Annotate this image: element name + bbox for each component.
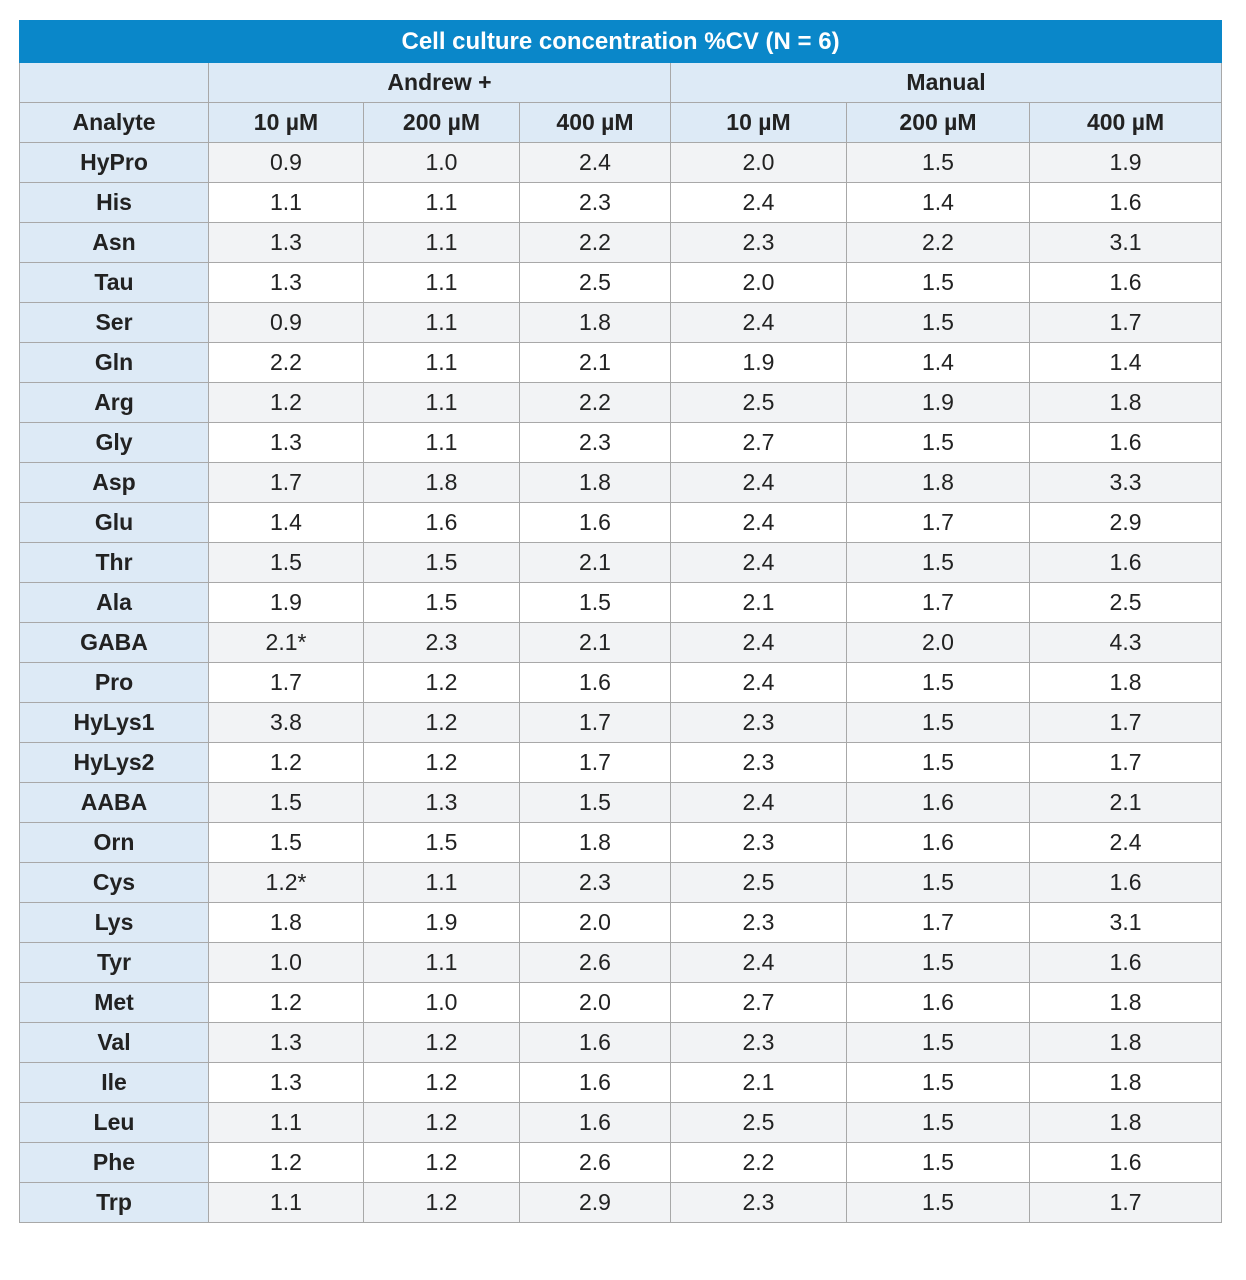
analyte-cell: Thr xyxy=(20,543,209,583)
value-cell: 2.4 xyxy=(671,183,847,223)
value-cell: 1.6 xyxy=(520,1023,671,1063)
value-cell: 2.1* xyxy=(209,623,364,663)
value-cell: 1.5 xyxy=(520,583,671,623)
value-cell: 2.3 xyxy=(671,903,847,943)
table-row xyxy=(20,663,1222,703)
value-cell: 2.0 xyxy=(520,903,671,943)
value-cell: 1.2 xyxy=(364,1063,520,1103)
value-cell: 1.7 xyxy=(209,663,364,703)
value-cell: 1.1 xyxy=(364,943,520,983)
value-cell: 3.1 xyxy=(1030,903,1222,943)
column-header: 10 µM xyxy=(209,103,364,143)
value-cell: 2.1 xyxy=(671,583,847,623)
value-cell: 2.2 xyxy=(520,383,671,423)
table-row xyxy=(20,503,1222,543)
analyte-cell: Leu xyxy=(20,1103,209,1143)
value-cell: 1.1 xyxy=(364,383,520,423)
value-cell: 1.2 xyxy=(364,1143,520,1183)
value-cell: 1.2 xyxy=(364,1103,520,1143)
value-cell: 1.1 xyxy=(209,1103,364,1143)
value-cell: 1.6 xyxy=(847,783,1030,823)
value-cell: 2.4 xyxy=(671,503,847,543)
value-cell: 1.2 xyxy=(364,1023,520,1063)
value-cell: 1.5 xyxy=(847,703,1030,743)
value-cell: 1.2* xyxy=(209,863,364,903)
table-row xyxy=(20,463,1222,503)
value-cell: 2.2 xyxy=(671,1143,847,1183)
value-cell: 1.5 xyxy=(209,543,364,583)
analyte-cell: Ile xyxy=(20,1063,209,1103)
value-cell: 1.1 xyxy=(364,423,520,463)
value-cell: 1.7 xyxy=(847,503,1030,543)
value-cell: 1.3 xyxy=(209,263,364,303)
value-cell: 1.8 xyxy=(1030,383,1222,423)
value-cell: 1.2 xyxy=(364,663,520,703)
value-cell: 2.1 xyxy=(671,1063,847,1103)
analyte-cell: Gln xyxy=(20,343,209,383)
value-cell: 1.5 xyxy=(847,1023,1030,1063)
value-cell: 1.2 xyxy=(209,383,364,423)
value-cell: 1.7 xyxy=(1030,703,1222,743)
value-cell: 3.1 xyxy=(1030,223,1222,263)
value-cell: 2.4 xyxy=(671,943,847,983)
analyte-cell: Phe xyxy=(20,1143,209,1183)
value-cell: 0.9 xyxy=(209,143,364,183)
value-cell: 2.1 xyxy=(520,543,671,583)
value-cell: 1.3 xyxy=(209,1063,364,1103)
analyte-cell: Tyr xyxy=(20,943,209,983)
value-cell: 2.3 xyxy=(671,223,847,263)
value-cell: 1.5 xyxy=(209,823,364,863)
value-cell: 2.5 xyxy=(671,1103,847,1143)
group-header-blank xyxy=(20,63,209,103)
table-row xyxy=(20,543,1222,583)
value-cell: 1.6 xyxy=(1030,943,1222,983)
table-title: Cell culture concentration %CV (N = 6) xyxy=(20,21,1222,63)
table-row xyxy=(20,943,1222,983)
value-cell: 2.3 xyxy=(671,1023,847,1063)
value-cell: 1.6 xyxy=(520,663,671,703)
value-cell: 1.7 xyxy=(1030,1183,1222,1223)
value-cell: 1.1 xyxy=(209,183,364,223)
column-header: 400 µM xyxy=(520,103,671,143)
value-cell: 2.5 xyxy=(1030,583,1222,623)
value-cell: 1.0 xyxy=(364,143,520,183)
table-row xyxy=(20,583,1222,623)
value-cell: 1.6 xyxy=(847,823,1030,863)
value-cell: 1.5 xyxy=(847,863,1030,903)
value-cell: 1.4 xyxy=(847,343,1030,383)
value-cell: 1.3 xyxy=(209,1023,364,1063)
value-cell: 2.4 xyxy=(671,463,847,503)
column-header: 10 µM xyxy=(671,103,847,143)
value-cell: 1.6 xyxy=(1030,863,1222,903)
analyte-cell: Ser xyxy=(20,303,209,343)
table-row xyxy=(20,783,1222,823)
value-cell: 1.8 xyxy=(1030,1023,1222,1063)
value-cell: 1.5 xyxy=(847,423,1030,463)
table-row xyxy=(20,983,1222,1023)
value-cell: 1.1 xyxy=(364,183,520,223)
value-cell: 3.8 xyxy=(209,703,364,743)
value-cell: 2.4 xyxy=(671,663,847,703)
table-row xyxy=(20,223,1222,263)
analyte-cell: Asp xyxy=(20,463,209,503)
value-cell: 1.7 xyxy=(1030,743,1222,783)
value-cell: 2.1 xyxy=(520,623,671,663)
analyte-cell: Pro xyxy=(20,663,209,703)
table-row xyxy=(20,383,1222,423)
value-cell: 2.7 xyxy=(671,983,847,1023)
value-cell: 2.1 xyxy=(1030,783,1222,823)
table-row xyxy=(20,743,1222,783)
value-cell: 2.3 xyxy=(520,423,671,463)
group-header-manual: Manual xyxy=(671,63,1222,103)
value-cell: 1.1 xyxy=(364,263,520,303)
value-cell: 2.2 xyxy=(209,343,364,383)
value-cell: 2.4 xyxy=(671,303,847,343)
value-cell: 1.8 xyxy=(364,463,520,503)
value-cell: 1.6 xyxy=(364,503,520,543)
table-row xyxy=(20,863,1222,903)
value-cell: 1.8 xyxy=(1030,1063,1222,1103)
table-title-row xyxy=(20,21,1222,63)
value-cell: 2.3 xyxy=(520,863,671,903)
analyte-cell: HyLys2 xyxy=(20,743,209,783)
value-cell: 1.2 xyxy=(364,1183,520,1223)
value-cell: 1.5 xyxy=(520,783,671,823)
analyte-cell: Glu xyxy=(20,503,209,543)
column-header: 200 µM xyxy=(847,103,1030,143)
value-cell: 1.2 xyxy=(209,983,364,1023)
value-cell: 1.6 xyxy=(1030,183,1222,223)
value-cell: 1.6 xyxy=(520,503,671,543)
value-cell: 1.5 xyxy=(847,743,1030,783)
analyte-cell: HyLys1 xyxy=(20,703,209,743)
value-cell: 2.3 xyxy=(671,823,847,863)
value-cell: 1.6 xyxy=(1030,1143,1222,1183)
table-row xyxy=(20,1183,1222,1223)
value-cell: 1.8 xyxy=(1030,1103,1222,1143)
value-cell: 1.1 xyxy=(209,1183,364,1223)
value-cell: 1.8 xyxy=(1030,663,1222,703)
value-cell: 2.4 xyxy=(671,783,847,823)
value-cell: 4.3 xyxy=(1030,623,1222,663)
value-cell: 2.6 xyxy=(520,943,671,983)
value-cell: 1.0 xyxy=(209,943,364,983)
value-cell: 2.5 xyxy=(671,383,847,423)
value-cell: 1.7 xyxy=(209,463,364,503)
value-cell: 0.9 xyxy=(209,303,364,343)
value-cell: 1.5 xyxy=(847,1143,1030,1183)
value-cell: 1.6 xyxy=(1030,423,1222,463)
table-row xyxy=(20,1023,1222,1063)
analyte-cell: AABA xyxy=(20,783,209,823)
column-header: 400 µM xyxy=(1030,103,1222,143)
analyte-cell: Trp xyxy=(20,1183,209,1223)
value-cell: 1.5 xyxy=(847,1063,1030,1103)
value-cell: 1.6 xyxy=(520,1103,671,1143)
value-cell: 2.3 xyxy=(671,703,847,743)
table-row xyxy=(20,423,1222,463)
value-cell: 2.0 xyxy=(847,623,1030,663)
value-cell: 2.6 xyxy=(520,1143,671,1183)
value-cell: 1.9 xyxy=(847,383,1030,423)
value-cell: 1.2 xyxy=(364,703,520,743)
value-cell: 1.2 xyxy=(209,743,364,783)
analyte-cell: Gly xyxy=(20,423,209,463)
table-row xyxy=(20,343,1222,383)
table-row xyxy=(20,263,1222,303)
table-body xyxy=(20,143,1222,1223)
value-cell: 1.5 xyxy=(847,663,1030,703)
value-cell: 1.5 xyxy=(364,823,520,863)
value-cell: 1.8 xyxy=(520,303,671,343)
analyte-cell: GABA xyxy=(20,623,209,663)
value-cell: 1.5 xyxy=(847,143,1030,183)
table-row xyxy=(20,183,1222,223)
value-cell: 1.6 xyxy=(847,983,1030,1023)
value-cell: 1.2 xyxy=(209,1143,364,1183)
table-row xyxy=(20,1063,1222,1103)
value-cell: 1.5 xyxy=(847,1183,1030,1223)
value-cell: 1.2 xyxy=(364,743,520,783)
value-cell: 1.9 xyxy=(364,903,520,943)
value-cell: 2.5 xyxy=(520,263,671,303)
cv-table-container xyxy=(19,20,1221,1223)
column-header-row xyxy=(20,103,1222,143)
value-cell: 1.3 xyxy=(364,783,520,823)
analyte-cell: Val xyxy=(20,1023,209,1063)
value-cell: 2.4 xyxy=(1030,823,1222,863)
analyte-cell: His xyxy=(20,183,209,223)
table-row xyxy=(20,823,1222,863)
value-cell: 2.3 xyxy=(671,743,847,783)
analyte-cell: Asn xyxy=(20,223,209,263)
analyte-cell: Met xyxy=(20,983,209,1023)
value-cell: 2.3 xyxy=(671,1183,847,1223)
value-cell: 1.1 xyxy=(364,223,520,263)
value-cell: 1.9 xyxy=(1030,143,1222,183)
value-cell: 1.5 xyxy=(209,783,364,823)
value-cell: 1.3 xyxy=(209,423,364,463)
value-cell: 1.1 xyxy=(364,863,520,903)
table-row xyxy=(20,903,1222,943)
value-cell: 2.7 xyxy=(671,423,847,463)
value-cell: 1.8 xyxy=(520,823,671,863)
value-cell: 1.9 xyxy=(209,583,364,623)
value-cell: 1.5 xyxy=(847,1103,1030,1143)
column-header: 200 µM xyxy=(364,103,520,143)
value-cell: 2.4 xyxy=(671,543,847,583)
value-cell: 1.5 xyxy=(847,943,1030,983)
value-cell: 1.6 xyxy=(1030,263,1222,303)
table-row xyxy=(20,143,1222,183)
table-row xyxy=(20,1103,1222,1143)
analyte-cell: Orn xyxy=(20,823,209,863)
analyte-cell: Cys xyxy=(20,863,209,903)
value-cell: 2.5 xyxy=(671,863,847,903)
analyte-cell: Lys xyxy=(20,903,209,943)
value-cell: 1.4 xyxy=(847,183,1030,223)
value-cell: 1.5 xyxy=(364,583,520,623)
analyte-cell: Ala xyxy=(20,583,209,623)
value-cell: 1.5 xyxy=(364,543,520,583)
value-cell: 2.4 xyxy=(671,623,847,663)
value-cell: 1.4 xyxy=(1030,343,1222,383)
value-cell: 2.0 xyxy=(520,983,671,1023)
value-cell: 3.3 xyxy=(1030,463,1222,503)
analyte-cell: HyPro xyxy=(20,143,209,183)
value-cell: 2.1 xyxy=(520,343,671,383)
value-cell: 1.5 xyxy=(847,303,1030,343)
value-cell: 1.5 xyxy=(847,543,1030,583)
cv-table xyxy=(19,20,1222,1223)
value-cell: 1.8 xyxy=(520,463,671,503)
value-cell: 1.6 xyxy=(520,1063,671,1103)
value-cell: 1.7 xyxy=(520,743,671,783)
value-cell: 1.4 xyxy=(209,503,364,543)
value-cell: 2.0 xyxy=(671,263,847,303)
value-cell: 1.0 xyxy=(364,983,520,1023)
value-cell: 2.3 xyxy=(520,183,671,223)
table-row xyxy=(20,1143,1222,1183)
table-row xyxy=(20,703,1222,743)
value-cell: 1.7 xyxy=(847,583,1030,623)
analyte-cell: Arg xyxy=(20,383,209,423)
value-cell: 1.7 xyxy=(520,703,671,743)
value-cell: 2.2 xyxy=(520,223,671,263)
value-cell: 1.1 xyxy=(364,303,520,343)
value-cell: 1.7 xyxy=(1030,303,1222,343)
value-cell: 1.8 xyxy=(1030,983,1222,1023)
value-cell: 1.3 xyxy=(209,223,364,263)
value-cell: 1.8 xyxy=(847,463,1030,503)
group-header-row xyxy=(20,63,1222,103)
value-cell: 1.5 xyxy=(847,263,1030,303)
value-cell: 2.4 xyxy=(520,143,671,183)
value-cell: 2.2 xyxy=(847,223,1030,263)
value-cell: 2.0 xyxy=(671,143,847,183)
table-row xyxy=(20,303,1222,343)
table-row xyxy=(20,623,1222,663)
value-cell: 2.3 xyxy=(364,623,520,663)
analyte-cell: Tau xyxy=(20,263,209,303)
value-cell: 1.8 xyxy=(209,903,364,943)
value-cell: 1.7 xyxy=(847,903,1030,943)
value-cell: 2.9 xyxy=(1030,503,1222,543)
value-cell: 1.1 xyxy=(364,343,520,383)
group-header-andrew: Andrew + xyxy=(209,63,671,103)
value-cell: 1.9 xyxy=(671,343,847,383)
value-cell: 1.6 xyxy=(1030,543,1222,583)
value-cell: 2.9 xyxy=(520,1183,671,1223)
analyte-header: Analyte xyxy=(20,103,209,143)
